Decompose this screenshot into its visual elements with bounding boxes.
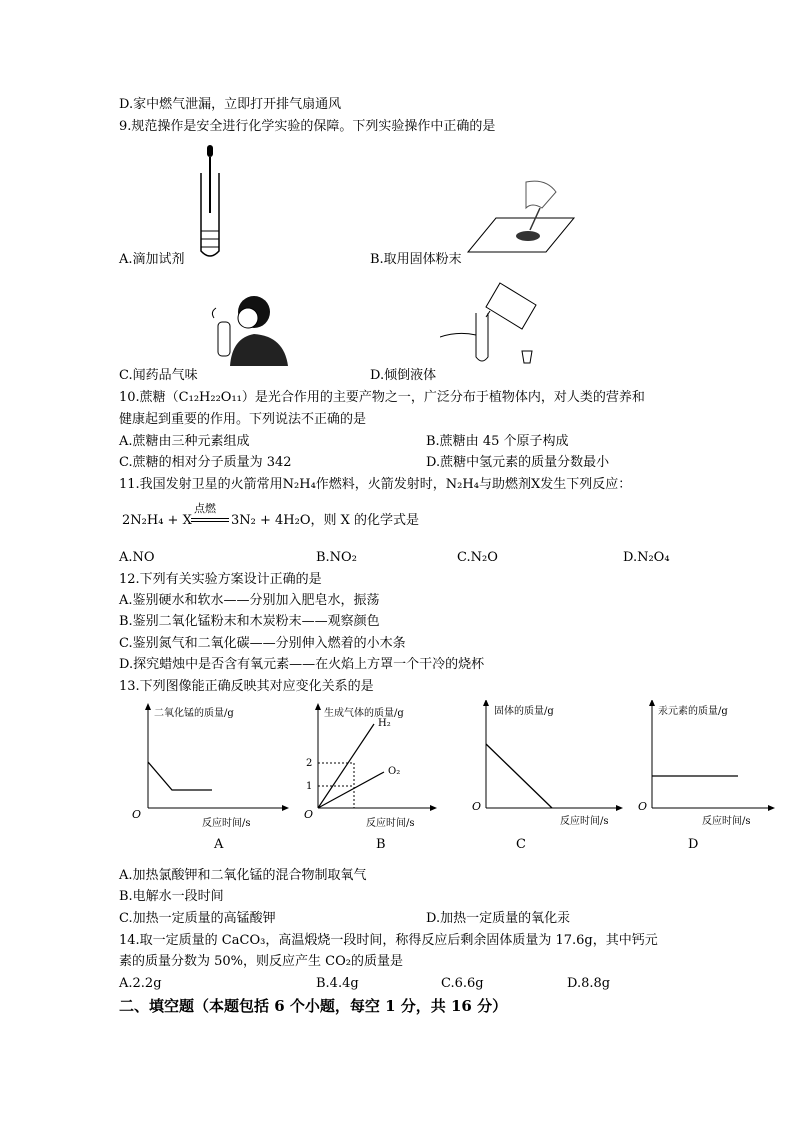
q13-option-c: C.加热一定质量的高锰酸钾 [119, 911, 276, 926]
q14-option-a: A.2.2g [119, 976, 162, 991]
q10-stem-line2: 健康起到重要的作用。下列说法不正确的是 [119, 412, 367, 427]
graph-b-h2-label: H₂ [378, 718, 391, 729]
graph-a-ylabel: 二氧化锰的质量/g [154, 708, 234, 719]
smell-chemical-illustration [204, 292, 294, 368]
q14-option-d: D.8.8g [567, 976, 611, 991]
q9-option-a: A.滴加试剂 [119, 252, 185, 267]
q10-option-a: A.蔗糖由三种元素组成 [119, 434, 250, 449]
graph-a-line [148, 762, 212, 790]
graph-b [304, 706, 434, 852]
q13-option-b: B.电解水一段时间 [119, 889, 224, 904]
q11-option-a: A.NO [119, 550, 155, 565]
graph-b-tick-2: 2 [306, 758, 313, 769]
graph-b-origin: O [304, 808, 314, 821]
q11-equation-left: 2N₂H₄ + X [122, 513, 192, 528]
q8-option-d: D.家中燃气泄漏，立即打开排气扇通风 [119, 97, 342, 112]
graph-b-xlabel: 反应时间/s [366, 818, 415, 829]
q9-stem: 9.规范操作是安全进行化学实验的保障。下列实验操作中正确的是 [119, 119, 496, 134]
graph-a-origin: O [132, 808, 142, 821]
q12-option-b: B.鉴别二氧化锰粉末和木炭粉末——观察颜色 [119, 614, 380, 629]
q10-option-b: B.蔗糖由 45 个原子构成 [426, 434, 569, 449]
graph-b-o2-line [318, 772, 384, 808]
graph-b-o2-label: O₂ [388, 766, 401, 777]
pour-liquid-illustration [440, 277, 550, 369]
q12-option-a: A.鉴别硬水和软水——分别加入肥皂水，振荡 [119, 593, 380, 608]
graph-a-tag: A [214, 837, 224, 852]
q11-option-c: C.N₂O [457, 550, 498, 565]
q11-equation-bar [191, 518, 229, 519]
q9-option-d: D.倾倒液体 [370, 368, 437, 383]
graph-c-line [486, 744, 552, 808]
graph-a [132, 706, 286, 852]
q14-option-b: B.4.4g [316, 976, 359, 991]
q12-option-d: D.探究蜡烛中是否含有氧元素——在火焰上方罩一个干冷的烧杯 [119, 657, 485, 672]
graph-b-tag: B [376, 837, 386, 852]
q13-option-d: D.加热一定质量的氧化汞 [426, 911, 571, 926]
graph-d-origin: O [638, 800, 648, 813]
q10-stem-line1: 10.蔗糖（C₁₂H₂₂O₁₁）是光合作用的主要产物之一，广泛分布于植物体内，对人类的营养和 [119, 390, 645, 405]
graph-b-tick-1: 1 [306, 781, 313, 792]
q11-equation-condition: 点燃 [194, 502, 216, 515]
graph-c-xlabel: 反应时间/s [560, 816, 609, 827]
q11-stem: 11.我国发射卫星的火箭常用N₂H₄作燃料，火箭发射时，N₂H₄与助燃剂X发生下列反应： [119, 477, 632, 492]
graph-d-tag: D [688, 837, 699, 852]
q11-option-d: D.N₂O₄ [623, 550, 670, 565]
q13-option-a: A.加热氯酸钾和二氧化锰的混合物制取氧气 [119, 868, 367, 883]
solid-powder-illustration [466, 178, 578, 258]
q12-option-c: C.鉴别氮气和二氧化碳——分别伸入燃着的小木条 [119, 636, 406, 651]
graph-c-origin: O [472, 800, 482, 813]
graph-d [638, 702, 772, 852]
graph-d-ylabel: 汞元素的质量/g [658, 706, 728, 717]
q11-equation-right: 3N₂ + 4H₂O，则 X 的化学式是 [231, 513, 420, 528]
graph-b-ylabel: 生成气体的质量/g [324, 708, 404, 719]
section-2-heading: 二、填空题（本题包括 6 个小题，每空 1 分，共 16 分） [119, 997, 508, 1015]
dropper-tube-illustration [195, 143, 225, 263]
graph-d-xlabel: 反应时间/s [702, 816, 751, 827]
graph-a-xlabel: 反应时间/s [202, 818, 251, 829]
q14-option-c: C.6.6g [441, 976, 484, 991]
q10-option-d: D.蔗糖中氢元素的质量分数最小 [426, 455, 610, 470]
q12-stem: 12.下列有关实验方案设计正确的是 [119, 572, 322, 587]
q13-graphs [118, 700, 778, 860]
q9-option-b: B.取用固体粉末 [370, 252, 462, 267]
graph-b-h2-line [318, 724, 374, 808]
graph-c [472, 702, 620, 852]
q14-stem-line1: 14.取一定质量的 CaCO₃，高温煅烧一段时间，称得反应后剩余固体质量为 17.6g，其中钙元 [119, 933, 658, 948]
q14-stem-line2: 素的质量分数为 50%，则反应产生 CO₂的质量是 [119, 954, 403, 969]
graph-c-ylabel: 固体的质量/g [494, 706, 554, 717]
q10-option-c: C.蔗糖的相对分子质量为 342 [119, 455, 292, 470]
q13-stem: 13.下列图像能正确反映其对应变化关系的是 [119, 679, 374, 694]
q11-equation-bar2 [191, 521, 229, 522]
graph-c-tag: C [516, 837, 526, 852]
q11-option-b: B.NO₂ [316, 550, 357, 565]
q9-option-c: C.闻药品气味 [119, 368, 198, 383]
